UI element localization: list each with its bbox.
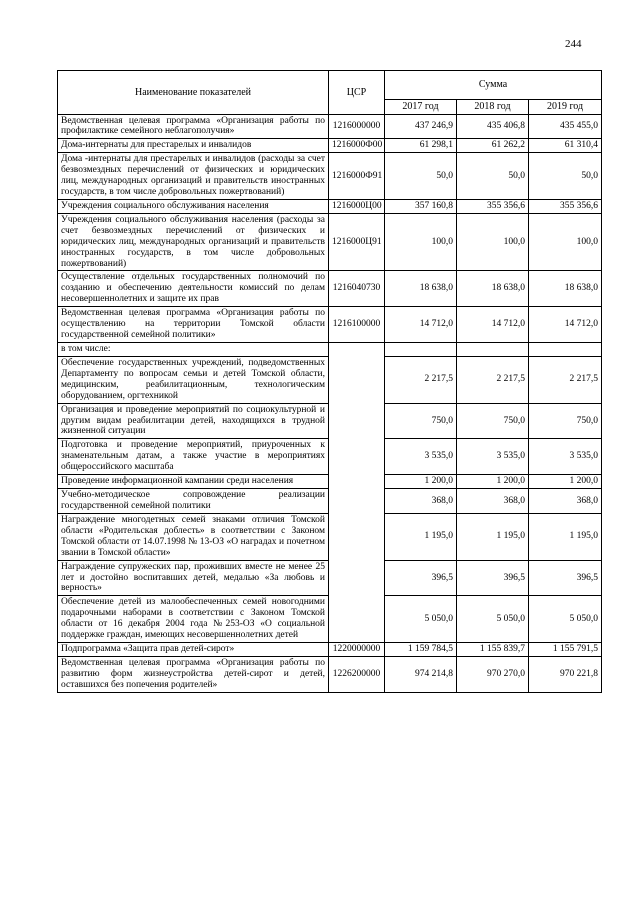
row-value-2018: 970 270,0 xyxy=(457,656,529,692)
row-value-2019: 435 455,0 xyxy=(529,114,602,139)
table-row xyxy=(58,656,602,692)
page-number: 244 xyxy=(565,38,582,50)
row-code: 1216000Ц91 xyxy=(329,213,385,271)
table-row xyxy=(58,560,602,596)
row-name: Дома -интернаты для престарелых и инвалидов (расходы за счет безвозмездных перечислений от физических и юридических лиц, международных организаций и правительств иностранных государств, в том числе добровольных пожертвований) xyxy=(58,153,329,200)
row-value-2017 xyxy=(385,343,457,357)
header-year-2018: 2018 год xyxy=(457,100,529,115)
row-name: Учреждения социального обслуживания населения xyxy=(58,199,329,213)
row-value-2017: 357 160,8 xyxy=(385,199,457,213)
row-value-2018: 396,5 xyxy=(457,560,529,596)
row-value-2017: 5 050,0 xyxy=(385,596,457,643)
row-value-2019 xyxy=(529,343,602,357)
row-name: Ведомственная целевая программа «Организация работы по профилактике семейного неблагополучия» xyxy=(58,114,329,139)
row-code: 1216000Ц00 xyxy=(329,199,385,213)
row-value-2017: 1 159 784,5 xyxy=(385,643,457,657)
row-code: 1220000000 xyxy=(329,643,385,657)
row-name: Подпрограмма «Защита прав детей-сирот» xyxy=(58,643,329,657)
row-value-2019: 970 221,8 xyxy=(529,656,602,692)
row-code xyxy=(329,489,385,514)
row-value-2018: 435 406,8 xyxy=(457,114,529,139)
row-value-2018: 368,0 xyxy=(457,489,529,514)
row-value-2017: 100,0 xyxy=(385,213,457,271)
row-code xyxy=(329,475,385,489)
row-value-2019: 2 217,5 xyxy=(529,356,602,403)
row-value-2018: 355 356,6 xyxy=(457,199,529,213)
row-name: Обеспечение детей из малообеспеченных семей новогодними подарочными наборами в соответствии с Законом Томской области от 16 декабря 2004 года №253-ОЗ «О социальной поддержке граждан, имеющих несовершеннолетних детей xyxy=(58,596,329,643)
header-code: ЦСР xyxy=(329,71,385,115)
row-value-2018: 2 217,5 xyxy=(457,356,529,403)
row-value-2017: 437 246,9 xyxy=(385,114,457,139)
row-name: Ведомственная целевая программа «Организация работы по развитию форм жизнеустройства детей-сирот и детей, оставшихся без попечения родителей» xyxy=(58,656,329,692)
row-name: Награждение многодетных семей знаками отличия Томской области «Родительская доблесть» в соответствии с Законом Томской области от 14.07.1998 № 13-ОЗ «О наградах и почетном звании в Томской области» xyxy=(58,513,329,560)
row-value-2018: 750,0 xyxy=(457,403,529,439)
header-name: Наименование показателей xyxy=(58,71,329,115)
table-row xyxy=(58,271,602,307)
row-name: Учреждения социального обслуживания населения (расходы за счет безвозмездных перечислений от физических и юридических лиц, международных организаций и правительств иностранных государств, в том числе добровольных пожертвований) xyxy=(58,213,329,271)
budget-table xyxy=(57,70,602,693)
row-value-2018: 18 638,0 xyxy=(457,271,529,307)
row-code: 1216000Ф00 xyxy=(329,139,385,153)
row-value-2019: 61 310,4 xyxy=(529,139,602,153)
row-value-2017: 61 298,1 xyxy=(385,139,457,153)
row-code xyxy=(329,596,385,643)
row-name: Ведомственная целевая программа «Организация работы по осуществлению на территории Томской области государственной семейной политики» xyxy=(58,307,329,343)
row-value-2018: 3 535,0 xyxy=(457,439,529,475)
row-code: 1216000Ф91 xyxy=(329,153,385,200)
row-name: Награждение супружеских пар, проживших вместе не менее 25 лет и достойно воспитавших детей, медалью «За любовь и верность» xyxy=(58,560,329,596)
row-code: 1226200000 xyxy=(329,656,385,692)
row-name: в том числе: xyxy=(58,343,329,357)
row-value-2017: 3 535,0 xyxy=(385,439,457,475)
table-row xyxy=(58,489,602,514)
row-value-2019: 355 356,6 xyxy=(529,199,602,213)
row-name: Учебно-методическое сопровождение реализации государственной семейной политики xyxy=(58,489,329,514)
row-value-2017: 368,0 xyxy=(385,489,457,514)
row-code xyxy=(329,560,385,596)
row-value-2017: 1 200,0 xyxy=(385,475,457,489)
row-value-2017: 396,5 xyxy=(385,560,457,596)
row-value-2019: 100,0 xyxy=(529,213,602,271)
row-value-2018 xyxy=(457,343,529,357)
row-code: 1216040730 xyxy=(329,271,385,307)
row-name: Организация и проведение мероприятий по социокультурной и другим видам реабилитации детей, находящихся в трудной жизненной ситуации xyxy=(58,403,329,439)
row-value-2019: 1 195,0 xyxy=(529,513,602,560)
table-row xyxy=(58,343,602,357)
row-value-2019: 396,5 xyxy=(529,560,602,596)
header-year-2019: 2019 год xyxy=(529,100,602,115)
table-row xyxy=(58,403,602,439)
row-code xyxy=(329,343,385,357)
table-row xyxy=(58,439,602,475)
row-name: Осуществление отдельных государственных полномочий по созданию и обеспечению деятельности комиссий по делам несовершеннолетних и защите их прав xyxy=(58,271,329,307)
row-code xyxy=(329,513,385,560)
table-row xyxy=(58,213,602,271)
row-value-2019: 368,0 xyxy=(529,489,602,514)
row-value-2017: 18 638,0 xyxy=(385,271,457,307)
row-value-2018: 14 712,0 xyxy=(457,307,529,343)
row-value-2017: 14 712,0 xyxy=(385,307,457,343)
row-code: 1216100000 xyxy=(329,307,385,343)
table-row xyxy=(58,643,602,657)
row-value-2019: 14 712,0 xyxy=(529,307,602,343)
row-code xyxy=(329,439,385,475)
row-name: Дома-интернаты для престарелых и инвалидов xyxy=(58,139,329,153)
row-value-2018: 100,0 xyxy=(457,213,529,271)
row-value-2018: 1 155 839,7 xyxy=(457,643,529,657)
row-code: 1216000000 xyxy=(329,114,385,139)
row-code xyxy=(329,403,385,439)
table-row xyxy=(58,307,602,343)
row-value-2019: 3 535,0 xyxy=(529,439,602,475)
row-value-2019: 1 200,0 xyxy=(529,475,602,489)
row-name: Проведение информационной кампании среди населения xyxy=(58,475,329,489)
table-row xyxy=(58,153,602,200)
row-name: Подготовка и проведение мероприятий, приуроченных к знаменательным датам, а также участие в мероприятиях общероссийского масштаба xyxy=(58,439,329,475)
row-value-2019: 18 638,0 xyxy=(529,271,602,307)
table-row xyxy=(58,513,602,560)
table-row xyxy=(58,596,602,643)
table-row xyxy=(58,356,602,403)
row-value-2019: 50,0 xyxy=(529,153,602,200)
header-sum: Сумма xyxy=(385,71,602,100)
row-value-2017: 2 217,5 xyxy=(385,356,457,403)
row-value-2017: 1 195,0 xyxy=(385,513,457,560)
row-value-2018: 1 195,0 xyxy=(457,513,529,560)
row-value-2017: 974 214,8 xyxy=(385,656,457,692)
row-code xyxy=(329,356,385,403)
table-row xyxy=(58,139,602,153)
row-value-2017: 50,0 xyxy=(385,153,457,200)
row-value-2019: 750,0 xyxy=(529,403,602,439)
table-row xyxy=(58,199,602,213)
row-value-2018: 50,0 xyxy=(457,153,529,200)
row-value-2019: 1 155 791,5 xyxy=(529,643,602,657)
header-year-2017: 2017 год xyxy=(385,100,457,115)
row-value-2018: 1 200,0 xyxy=(457,475,529,489)
table-row xyxy=(58,114,602,139)
row-value-2019: 5 050,0 xyxy=(529,596,602,643)
table-row xyxy=(58,475,602,489)
row-value-2017: 750,0 xyxy=(385,403,457,439)
row-name: Обеспечение государственных учреждений, подведомственных Департаменту по вопросам семьи и детей Томской области, медицинским, реабилитационным, технологическим оборудованием, оргтехникой xyxy=(58,356,329,403)
row-value-2018: 61 262,2 xyxy=(457,139,529,153)
row-value-2018: 5 050,0 xyxy=(457,596,529,643)
